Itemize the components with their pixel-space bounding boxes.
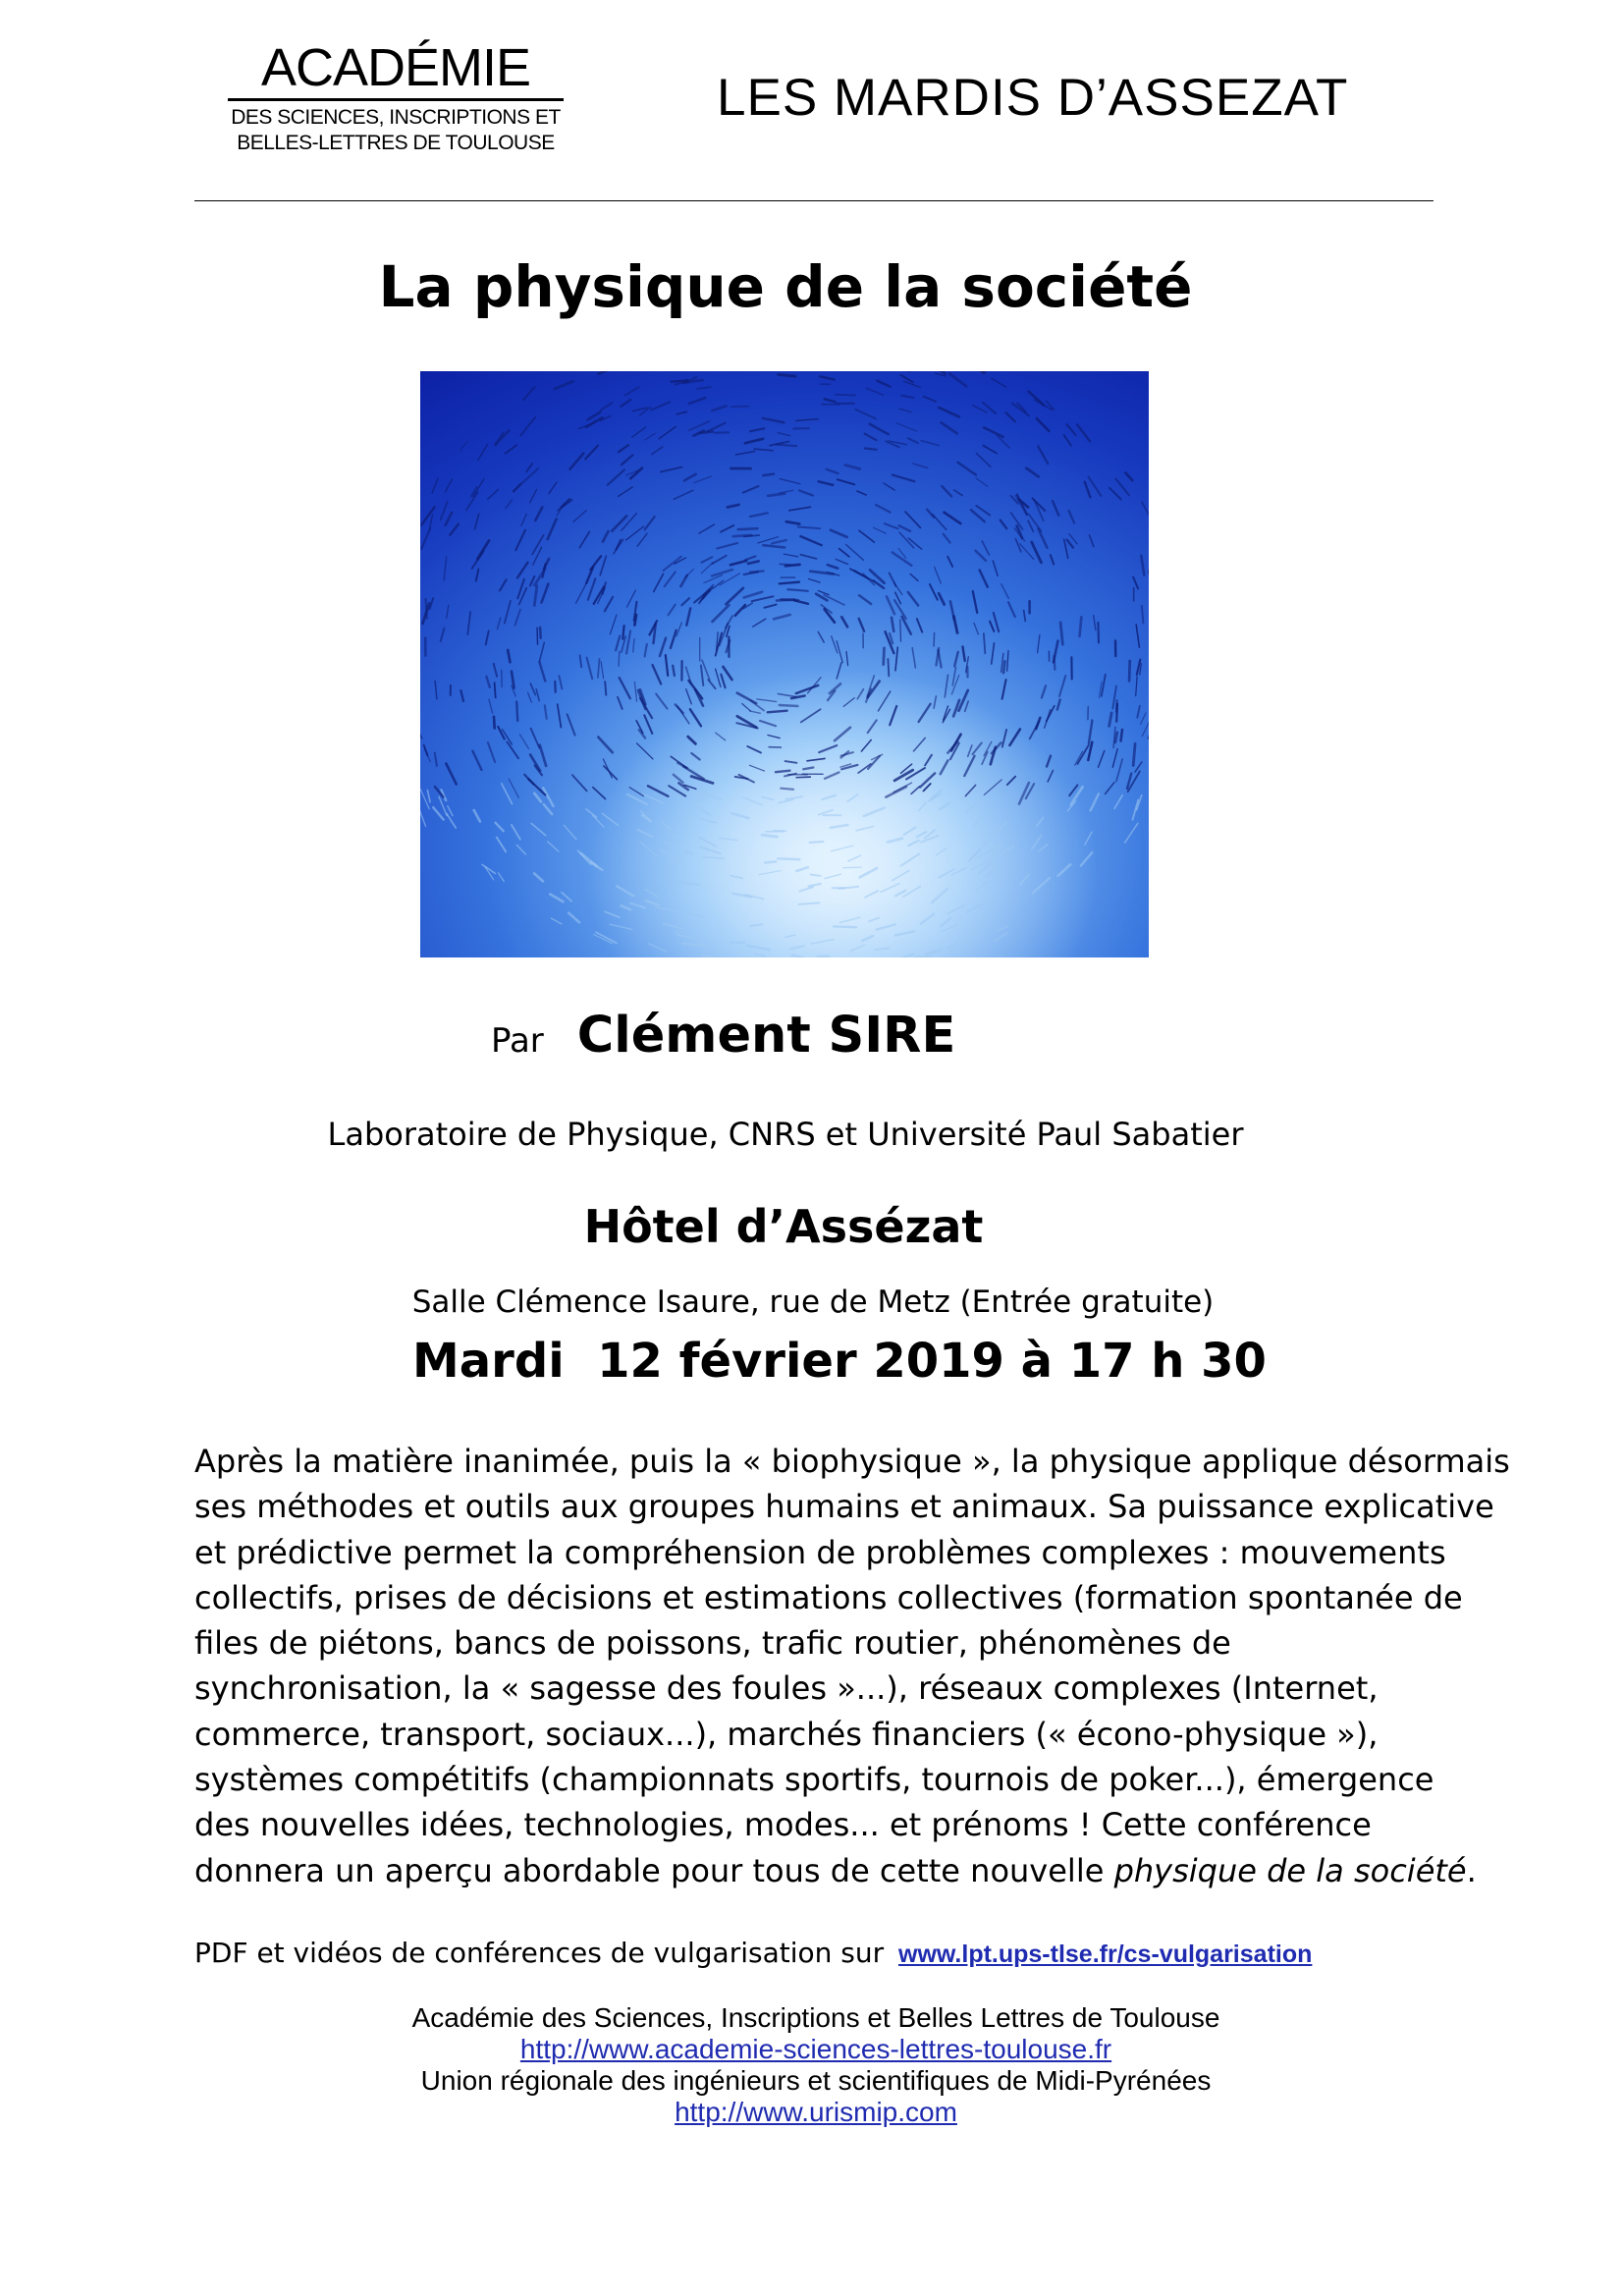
fish-mark: [810, 842, 824, 843]
footer-org-academy: Académie des Sciences, Inscriptions et Belles Lettres de Toulouse: [411, 2002, 1220, 2033]
fish-mark: [776, 771, 790, 773]
academy-link[interactable]: http://www.academie-sciences-lettres-toulouse.fr: [519, 2034, 1112, 2064]
resources-line: [194, 1937, 1312, 1969]
venue-name: Hôtel d’Assézat: [583, 1200, 984, 1253]
fish-mark: [778, 858, 799, 859]
footer-org-urismip: Union régionale des ingénieurs et scientifiques de Midi-Pyrénées: [420, 2065, 1212, 2096]
fish-mark: [1129, 661, 1130, 681]
fish-mark: [605, 682, 606, 695]
fish-mark: [1115, 733, 1117, 742]
abstract-line: synchronisation, la « sagesse des foules »...), réseaux complexes (Internet,: [194, 1669, 1379, 1708]
fish-mark: [888, 659, 889, 677]
abstract-line: des nouvelles idées, technologies, modes... et prénoms ! Cette conférence: [194, 1806, 1372, 1844]
resources-link[interactable]: www.lpt.ups-tlse.fr/cs-vulgarisation: [898, 1941, 1313, 1968]
fish-mark: [731, 407, 749, 408]
talk-title: La physique de la société: [378, 253, 1193, 320]
fish-mark: [682, 944, 705, 946]
speaker-affiliation: Laboratoire de Physique, CNRS et Université Paul Sabatier: [327, 1116, 1244, 1153]
abstract-last-line: [194, 1848, 1477, 1893]
abstract-line: files de piétons, bancs de poissons, trafic routier, phénomènes de: [194, 1624, 1231, 1663]
fish-mark: [865, 449, 877, 450]
fish-mark: [495, 683, 496, 697]
speaker-line: [491, 1007, 955, 1065]
abstract-line: ses méthodes et outils aux groupes humains et animaux. Sa puissance explicative: [194, 1488, 1494, 1526]
fish-mark: [836, 395, 855, 396]
fish-mark: [768, 711, 787, 713]
date-time: Mardi 12 février 2019 à 17 h 30: [412, 1334, 1267, 1389]
fish-mark: [619, 651, 620, 666]
abstract-line: collectifs, prises de décisions et estimations collectives (formation spontanée de: [194, 1578, 1463, 1616]
fish-mark: [834, 926, 856, 927]
footer-link-academy: [0, 2035, 1623, 2064]
fish-mark: [1098, 623, 1099, 643]
abstract-last-prefix: donnera un aperçu abordable pour tous de cette nouvelle: [194, 1851, 1114, 1889]
fish-mark: [777, 445, 797, 447]
academy-logo: [224, 39, 568, 156]
abstract-last-suffix: .: [1466, 1851, 1477, 1889]
fish-mark: [884, 648, 885, 665]
abstract-line: systèmes compétitifs (championnats sportifs, tournois de poker...), émergence: [194, 1761, 1434, 1799]
fish-mark: [779, 374, 796, 376]
fish-mark: [1116, 704, 1117, 722]
fish-mark: [781, 599, 798, 600]
fish-mark: [811, 875, 821, 876]
fish-mark: [634, 615, 636, 625]
fish-school-photo: [420, 371, 1149, 957]
series-title: LES MARDIS D’ASSEZAT: [717, 69, 1349, 127]
fish-mark: [762, 835, 777, 837]
fish-mark: [494, 717, 495, 729]
abstract-line: Après la matière inanimée, puis la « biophysique », la physique applique désormais: [194, 1443, 1510, 1480]
logo-title: ACADÉMIE: [260, 38, 531, 97]
abstract-line: commerce, transport, sociaux...), marchés financiers (« écono-physique »),: [194, 1715, 1379, 1753]
fish-mark: [715, 432, 729, 433]
fish-mark: [765, 861, 776, 862]
fish-mark: [934, 632, 935, 646]
fish-mark: [750, 571, 764, 572]
logo-subtitle-line-1: DES SCIENCES, INSCRIPTIONS ET: [231, 106, 561, 129]
fish-mark: [733, 535, 752, 536]
fish-mark: [516, 702, 517, 721]
header-divider: [194, 200, 1434, 201]
fish-mark: [843, 867, 862, 868]
abstract-line: et prédictive permet la compréhension de problèmes complexes : mouvements: [194, 1533, 1446, 1571]
fish-mark: [780, 705, 798, 706]
fish-mark: [1080, 617, 1082, 636]
fish-mark: [780, 564, 790, 565]
fish-mark: [540, 628, 541, 638]
resources-text: PDF et vidéos de conférences de vulgarisation sur: [194, 1937, 885, 1969]
by-label: Par: [491, 1021, 544, 1061]
abstract-emphasis: physique de la société: [1113, 1851, 1467, 1889]
abstract: [194, 1439, 1510, 1893]
fish-mark: [781, 789, 793, 790]
fish-mark: [763, 474, 774, 476]
fish-mark: [796, 777, 810, 778]
fish-mark: [738, 528, 758, 529]
venue-room: Salle Clémence Isaure, rue de Metz (Entrée gratuite): [411, 1285, 1215, 1320]
logo-rule: [228, 98, 564, 101]
footer-link-urismip: [0, 2098, 1623, 2127]
fish-mark: [774, 831, 786, 832]
fish-mark: [622, 626, 623, 638]
speaker-name: Clément SIRE: [576, 1007, 956, 1065]
fish-mark: [1121, 730, 1123, 741]
urismip-link[interactable]: http://www.urismip.com: [675, 2097, 957, 2127]
fish-mark: [1133, 743, 1135, 765]
logo-subtitle-line-2: BELLES-LETTRES DE TOULOUSE: [237, 132, 555, 154]
fish-mark: [900, 620, 901, 641]
fish-mark: [1003, 661, 1004, 673]
